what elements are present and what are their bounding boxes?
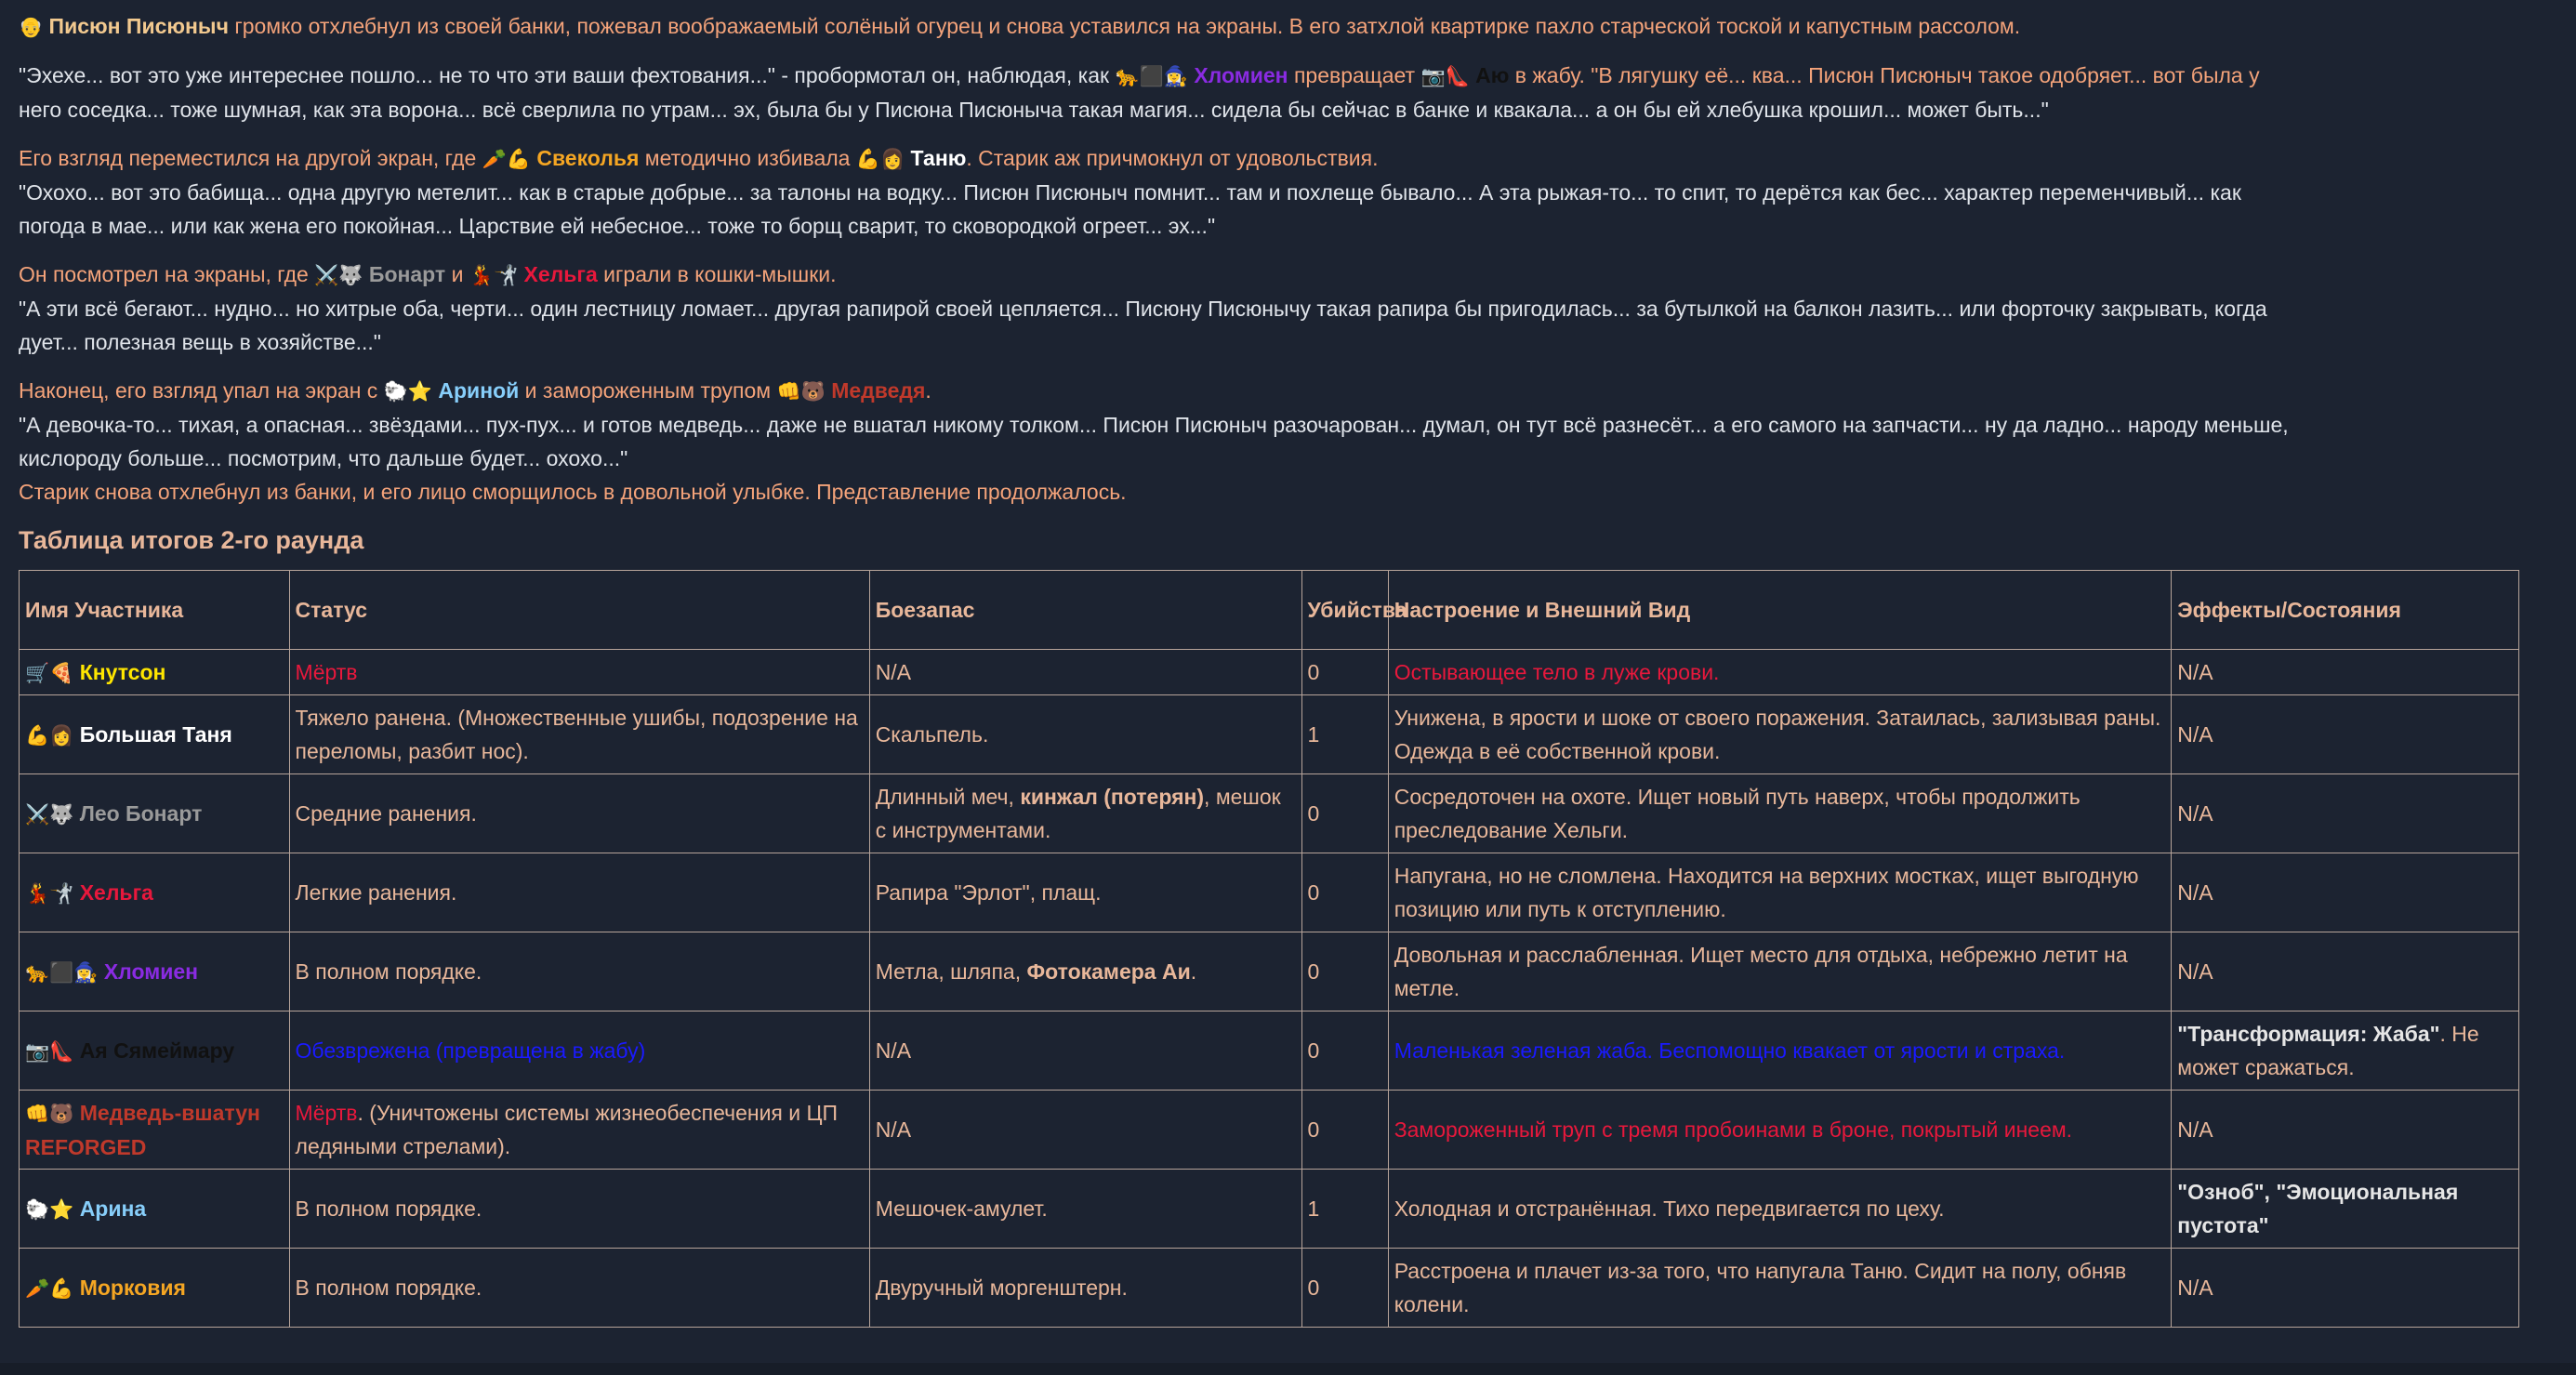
participant-cell [20,1011,290,1091]
ammo-cell: Мешочек-амулет. [869,1170,1301,1249]
story-text: методично избивала [639,146,856,170]
chat-message [19,9,2529,1328]
ammo-text: Метла, шляпа, [875,959,1027,984]
character-name: Свеколья [536,146,640,170]
effects-bold: "Трансформация: Жаба" [2177,1022,2440,1046]
status-cell [289,1011,869,1091]
kills-cell: 0 [1301,932,1388,1011]
table-row [20,1249,2519,1328]
bottom-divider [0,1363,2576,1375]
results-table [19,570,2519,1328]
participant-cell [20,1170,290,1249]
status-cell: В полном порядке. [289,1170,869,1249]
character-icons: 💪👩 [855,148,905,170]
character-icons: 🥕💪 [25,1276,74,1300]
effects-cell: N/A [2172,1091,2519,1170]
mood-cell: Унижена, в ярости и шоке от своего поражения. Затаилась, зализывая раны. Одежда в её собственной крови. [1388,695,2172,774]
ammo-cell: Рапира "Эрлот", плащ. [869,853,1301,932]
status-cell [289,650,869,695]
participant-name: Медведь-вшатун REFORGED [25,1100,260,1159]
column-header: Имя Участника [20,571,290,650]
column-header: Убийства [1301,571,1388,650]
story-paragraph-4 [19,258,2529,359]
column-header: Боезапас [869,571,1301,650]
story-text: в жабу. "В лягушку её... ква... Писюн Писюныч такое одобряет... вот была у [1509,63,2260,87]
mood-cell: Холодная и отстранённая. Тихо передвигается по цеху. [1388,1170,2172,1249]
kills-cell: 0 [1301,853,1388,932]
kills-cell: 1 [1301,1170,1388,1249]
table-row [20,774,2519,853]
character-icons: 👊🐻 [776,380,826,403]
story-text: "Охохо... вот это бабища... одна другую метелит... как в старые добрые... за талоны на водку... Писюн Писюныч помнит... там и похлеще бывало... А эта рыжая-то... то спит, то дерётся как бес... характер переменчивый... как [19,180,2241,205]
character-name: Писюн Писюныч [48,14,229,38]
ammo-text: , мешок с инструментами. [875,785,1281,842]
ammo-cell: Скальпель. [869,695,1301,774]
story-paragraph-1 [19,9,2529,44]
participant-cell [20,853,290,932]
effects-cell: N/A [2172,853,2519,932]
story-text: . Старик аж причмокнул от удовольствия. [966,146,1379,170]
ammo-bold: кинжал (потерян) [1020,785,1205,809]
character-name: Ариной [438,378,520,403]
mood-cell [1388,650,2172,695]
participant-name: Кнутсон [79,659,166,684]
character-icons: 🛒🍕 [25,661,74,684]
participant-name: Ая Сямеймару [79,1038,235,1063]
character-icons: 💪👩 [25,723,74,747]
table-row [20,1011,2519,1091]
mood-cell: Напугана, но не сломлена. Находится на верхних мостках, ищет выгодную позицию или путь к отступлению. [1388,853,2172,932]
status-cell: В полном порядке. [289,1249,869,1328]
ammo-cell: Двуручный моргенштерн. [869,1249,1301,1328]
table-row [20,1091,2519,1170]
table-row [20,650,2519,695]
ammo-cell [869,774,1301,853]
effects-cell: N/A [2172,1249,2519,1328]
mood-text: Замороженный труп с тремя пробоинами в броне, покрытый инеем. [1394,1117,2073,1142]
story-text: "А девочка-то... тихая, а опасная... звёздами... пух-пух... и готов медведь... даже не вшатал никому толком... Писюн Писюныч разочарован... думал, он тут всё разнесёт... а его самого на запчасти... ну да ладно... народу меньше, [19,413,2289,437]
status-cell: Легкие ранения. [289,853,869,932]
effects-cell: N/A [2172,695,2519,774]
effects-bold: "Озноб", "Эмоциональная пустота" [2177,1180,2459,1237]
table-row [20,1170,2519,1249]
character-icons: 🐑⭐ [383,380,432,403]
story-text: дует... полезная вещь в хозяйстве..." [19,330,381,354]
participant-name: Арина [79,1196,147,1221]
story-text: "Эхехе... вот это уже интереснее пошло... не то что эти ваши фехтования..." - пробормотал он, наблюдая, как [19,63,1116,87]
story-text: . [925,378,931,403]
mood-text: Маленькая зеленая жаба. Беспомощно квакает от ярости и страха. [1394,1038,2066,1063]
kills-cell: 0 [1301,1249,1388,1328]
table-header-row [20,571,2519,650]
character-icons: 🐑⭐ [25,1197,74,1221]
story-text: Его взгляд переместился на другой экран, где [19,146,482,170]
participant-name: Лео Бонарт [79,800,203,826]
table-row [20,932,2519,1011]
status-cell [289,1091,869,1170]
status-text: Обезврежена (превращена в жабу) [295,1038,646,1063]
participant-name: Хломиен [103,959,199,984]
status-cell: Тяжело ранена. (Множественные ушибы, подозрение на переломы, разбит нос). [289,695,869,774]
old-man-icon: 👴 [19,16,44,38]
effects-cell [2172,1170,2519,1249]
character-name: Таню [910,146,967,170]
character-icons: ⚔️🐺 [314,264,363,286]
participant-name: Большая Таня [79,721,232,747]
story-text: Он посмотрел на экраны, где [19,262,315,286]
story-text: Старик снова отхлебнул из банки, и его лицо сморщилось в довольной улыбке. Представление продолжалось. [19,480,1127,504]
effects-text: . Не может сражаться. [2177,1022,2479,1079]
story-text: "А эти всё бегают... нудно... но хитрые оба, черти... один лестницу ломает... другая рапирой своей цепляется... Писюну Писюнычу такая рапира бы пригодилась... за бутылкой на балкон лазить... или форточку закрывать, когда [19,297,2267,321]
status-cell: Средние ранения. [289,774,869,853]
story-text: погода в мае... или как жена его покойная... Царствие ей небесное... тоже то борщ сварит, то сковородкой огреет... эх..." [19,214,1216,238]
kills-cell: 1 [1301,695,1388,774]
status-cell: В полном порядке. [289,932,869,1011]
table-row [20,695,2519,774]
character-icons: 🥕💪 [482,148,531,170]
story-text: него соседка... тоже шумная, как эта ворона... всё сверлила по утрам... эх, была бы у Писюна Писюныча такая магия... сидела бы сейчас в банке и квакала... а он бы ей хлебушка крошил... может быть..." [19,98,2049,122]
story-paragraph-2 [19,59,2529,126]
story-paragraph-3 [19,141,2529,243]
ammo-bold: Фотокамера Аи [1026,959,1191,984]
participant-cell [20,1091,290,1170]
participant-cell [20,774,290,853]
column-header: Статус [289,571,869,650]
status-text: Мёртв [295,1101,358,1125]
table-title: Таблица итогов 2-го раунда [19,526,364,554]
ammo-cell [869,932,1301,1011]
effects-cell [2172,1011,2519,1091]
status-detail: . (Уничтожены системы жизнеобеспечения и ЦП ледяными стрелами). [295,1101,839,1158]
mood-cell [1388,1011,2172,1091]
status-text: Мёртв [295,660,358,684]
character-icons: 📷👠 [1420,65,1470,87]
ammo-cell: N/A [869,1091,1301,1170]
mood-cell: Сосредоточен на охоте. Ищет новый путь наверх, чтобы продолжить преследование Хельги. [1388,774,2172,853]
effects-cell: N/A [2172,774,2519,853]
character-name: Бонарт [368,262,446,286]
story-text: Наконец, его взгляд упал на экран с [19,378,384,403]
character-name: Медведя [831,378,926,403]
character-name: Хельга [523,262,598,286]
character-name: Хломиен [1194,63,1288,87]
story-text: и [445,262,469,286]
ammo-cell: N/A [869,1011,1301,1091]
character-icons: 💃🤺 [25,881,74,905]
mood-cell: Довольная и расслабленная. Ищет место для отдыха, небрежно летит на метле. [1388,932,2172,1011]
participant-cell [20,650,290,695]
column-header: Настроение и Внешний Вид [1388,571,2172,650]
story-text: играли в кошки-мышки. [597,262,837,286]
character-icons: 💃🤺 [469,264,519,286]
character-icons: ⚔️🐺 [25,802,74,826]
mood-cell [1388,1091,2172,1170]
participant-cell [20,1249,290,1328]
character-name: Аю [1475,63,1510,87]
ammo-text: . [1190,959,1197,984]
participant-name: Хельга [79,879,153,905]
kills-cell: 0 [1301,1091,1388,1170]
column-header: Эффекты/Состояния [2172,571,2519,650]
character-icons: 🐆⬛🧙‍♀️ [1115,65,1188,87]
participant-cell [20,695,290,774]
mood-cell: Расстроена и плачет из-за того, что напугала Таню. Сидит на полу, обняв колени. [1388,1249,2172,1328]
ammo-text: Длинный меч, [875,785,1021,809]
story-text: громко отхлебнул из своей банки, пожевал воображаемый солёный огурец и снова уставился на экраны. В его затхлой квартирке пахло старческой тоской и капустным рассолом. [228,14,2021,38]
story-paragraph-5 [19,374,2529,509]
story-text: кислороду больше... посмотрим, что дальше будет... охохо..." [19,446,628,470]
kills-cell: 0 [1301,774,1388,853]
effects-cell: N/A [2172,932,2519,1011]
ammo-cell: N/A [869,650,1301,695]
participant-name: Морковия [79,1275,186,1300]
participant-cell [20,932,290,1011]
story-text: превращает [1288,63,1421,87]
character-icons: 🐆⬛🧙‍♀️ [25,960,99,984]
table-row [20,853,2519,932]
character-icons: 📷👠 [25,1039,74,1063]
story-text: и замороженным трупом [519,378,777,403]
kills-cell: 0 [1301,650,1388,695]
character-icons: 👊🐻 [25,1102,74,1125]
mood-text: Остывающее тело в луже крови. [1394,660,1720,684]
effects-cell: N/A [2172,650,2519,695]
kills-cell: 0 [1301,1011,1388,1091]
